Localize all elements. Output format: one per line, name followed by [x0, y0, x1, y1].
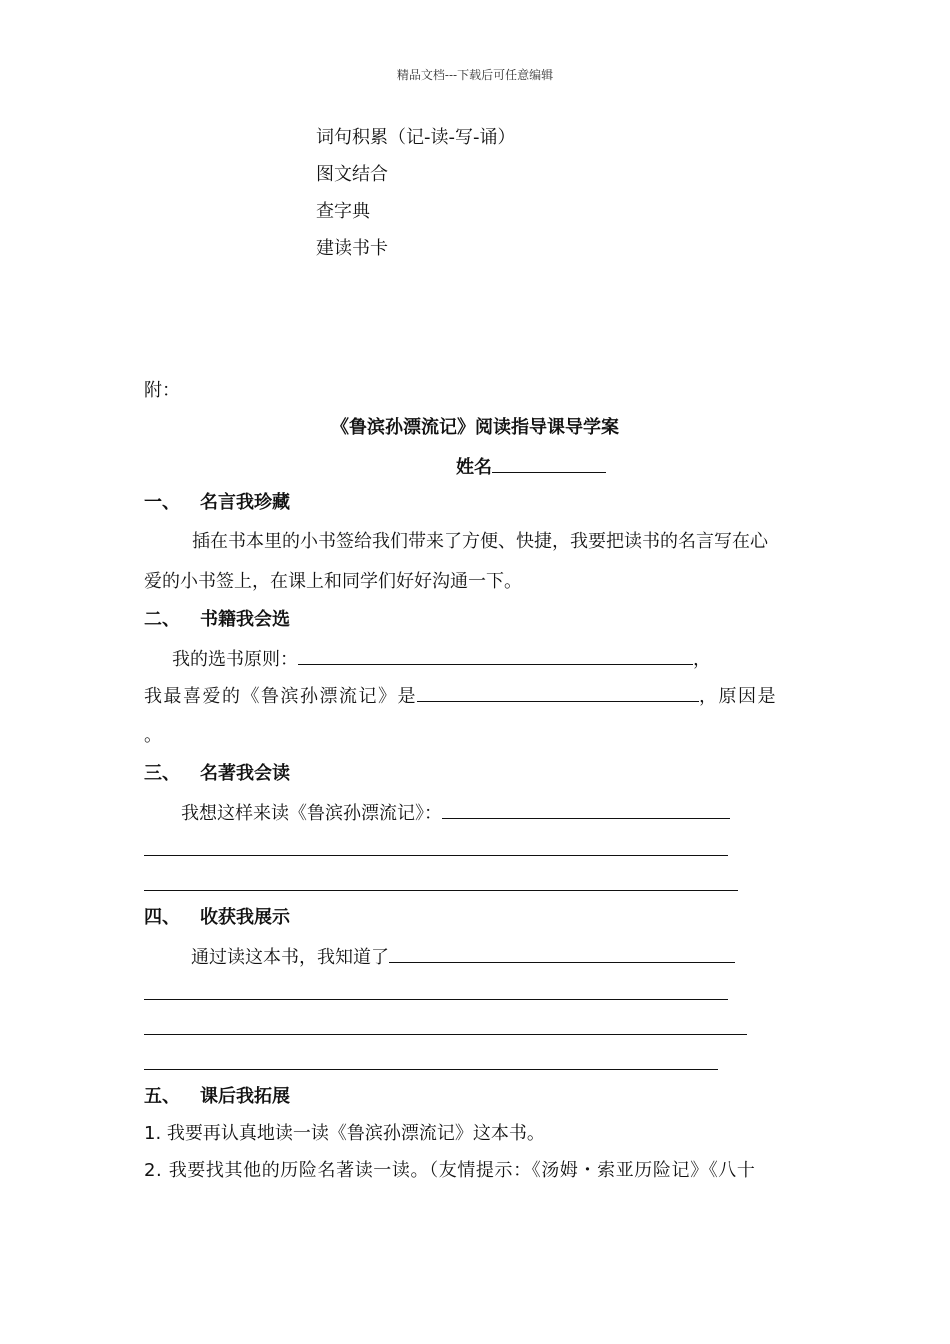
section-heading-2	[144, 608, 290, 632]
reason-label: ，原因是	[699, 686, 777, 707]
section-number: 三、	[144, 763, 180, 784]
section-number: 一、	[144, 492, 180, 513]
favorite-blank	[417, 683, 699, 702]
section-heading-4	[144, 906, 290, 930]
knowledge-label: 通过读这本书，我知道了	[191, 947, 389, 968]
section-number: 四、	[144, 907, 180, 928]
method-item: 图文结合	[316, 164, 388, 185]
page-header: 精品文档---下载后可任意编辑	[396, 68, 554, 82]
name-blank	[492, 454, 606, 473]
favorite-label: 我最喜爱的《鲁滨孙漂流记》是	[144, 686, 417, 707]
favorite-line	[144, 683, 777, 709]
answer-line	[144, 1034, 747, 1035]
read-plan-line	[181, 800, 730, 826]
section-heading-5	[144, 1085, 290, 1109]
answer-line	[144, 999, 728, 1000]
section-1-text-line1: 插在书本里的小书签给我们带来了方便、快捷，我要把读书的名言写在心	[192, 531, 768, 552]
method-item: 词句积累（记-读-写-诵）	[316, 127, 516, 148]
section-1-text-line2: 爱的小书签上，在课上和同学们好好沟通一下。	[144, 571, 522, 592]
section-title: 书籍我会选	[200, 609, 290, 630]
document-title: 《鲁滨孙漂流记》阅读指导课导学案	[331, 417, 619, 438]
section-heading-1	[144, 491, 290, 515]
section-title: 名著我会读	[200, 763, 290, 784]
read-plan-blank	[442, 800, 730, 819]
name-field	[456, 454, 606, 480]
section-title: 课后我拓展	[200, 1086, 290, 1107]
principle-line	[172, 646, 711, 672]
principle-comma: ，	[693, 649, 711, 670]
extension-item: 2. 我要找其他的历险名著读一读。（友情提示：《汤姆・索亚历险记》《八十	[144, 1160, 756, 1181]
method-item: 建读书卡	[316, 238, 388, 259]
answer-line	[144, 1069, 718, 1070]
principle-blank	[298, 646, 693, 665]
method-item: 查字典	[316, 201, 370, 222]
section-number: 五、	[144, 1086, 180, 1107]
principle-label: 我的选书原则：	[172, 649, 298, 670]
knowledge-blank	[389, 944, 735, 963]
knowledge-line	[191, 944, 735, 970]
period-mark: 。	[144, 725, 162, 746]
appendix-label: 附：	[144, 380, 180, 401]
read-plan-label: 我想这样来读《鲁滨孙漂流记》：	[181, 803, 442, 824]
section-number: 二、	[144, 609, 180, 630]
name-label: 姓名	[456, 457, 492, 478]
answer-line	[144, 890, 738, 891]
extension-item: 1. 我要再认真地读一读《鲁滨孙漂流记》这本书。	[144, 1123, 545, 1144]
section-title: 名言我珍藏	[200, 492, 290, 513]
section-title: 收获我展示	[200, 907, 290, 928]
answer-line	[144, 855, 728, 856]
section-heading-3	[144, 762, 290, 786]
